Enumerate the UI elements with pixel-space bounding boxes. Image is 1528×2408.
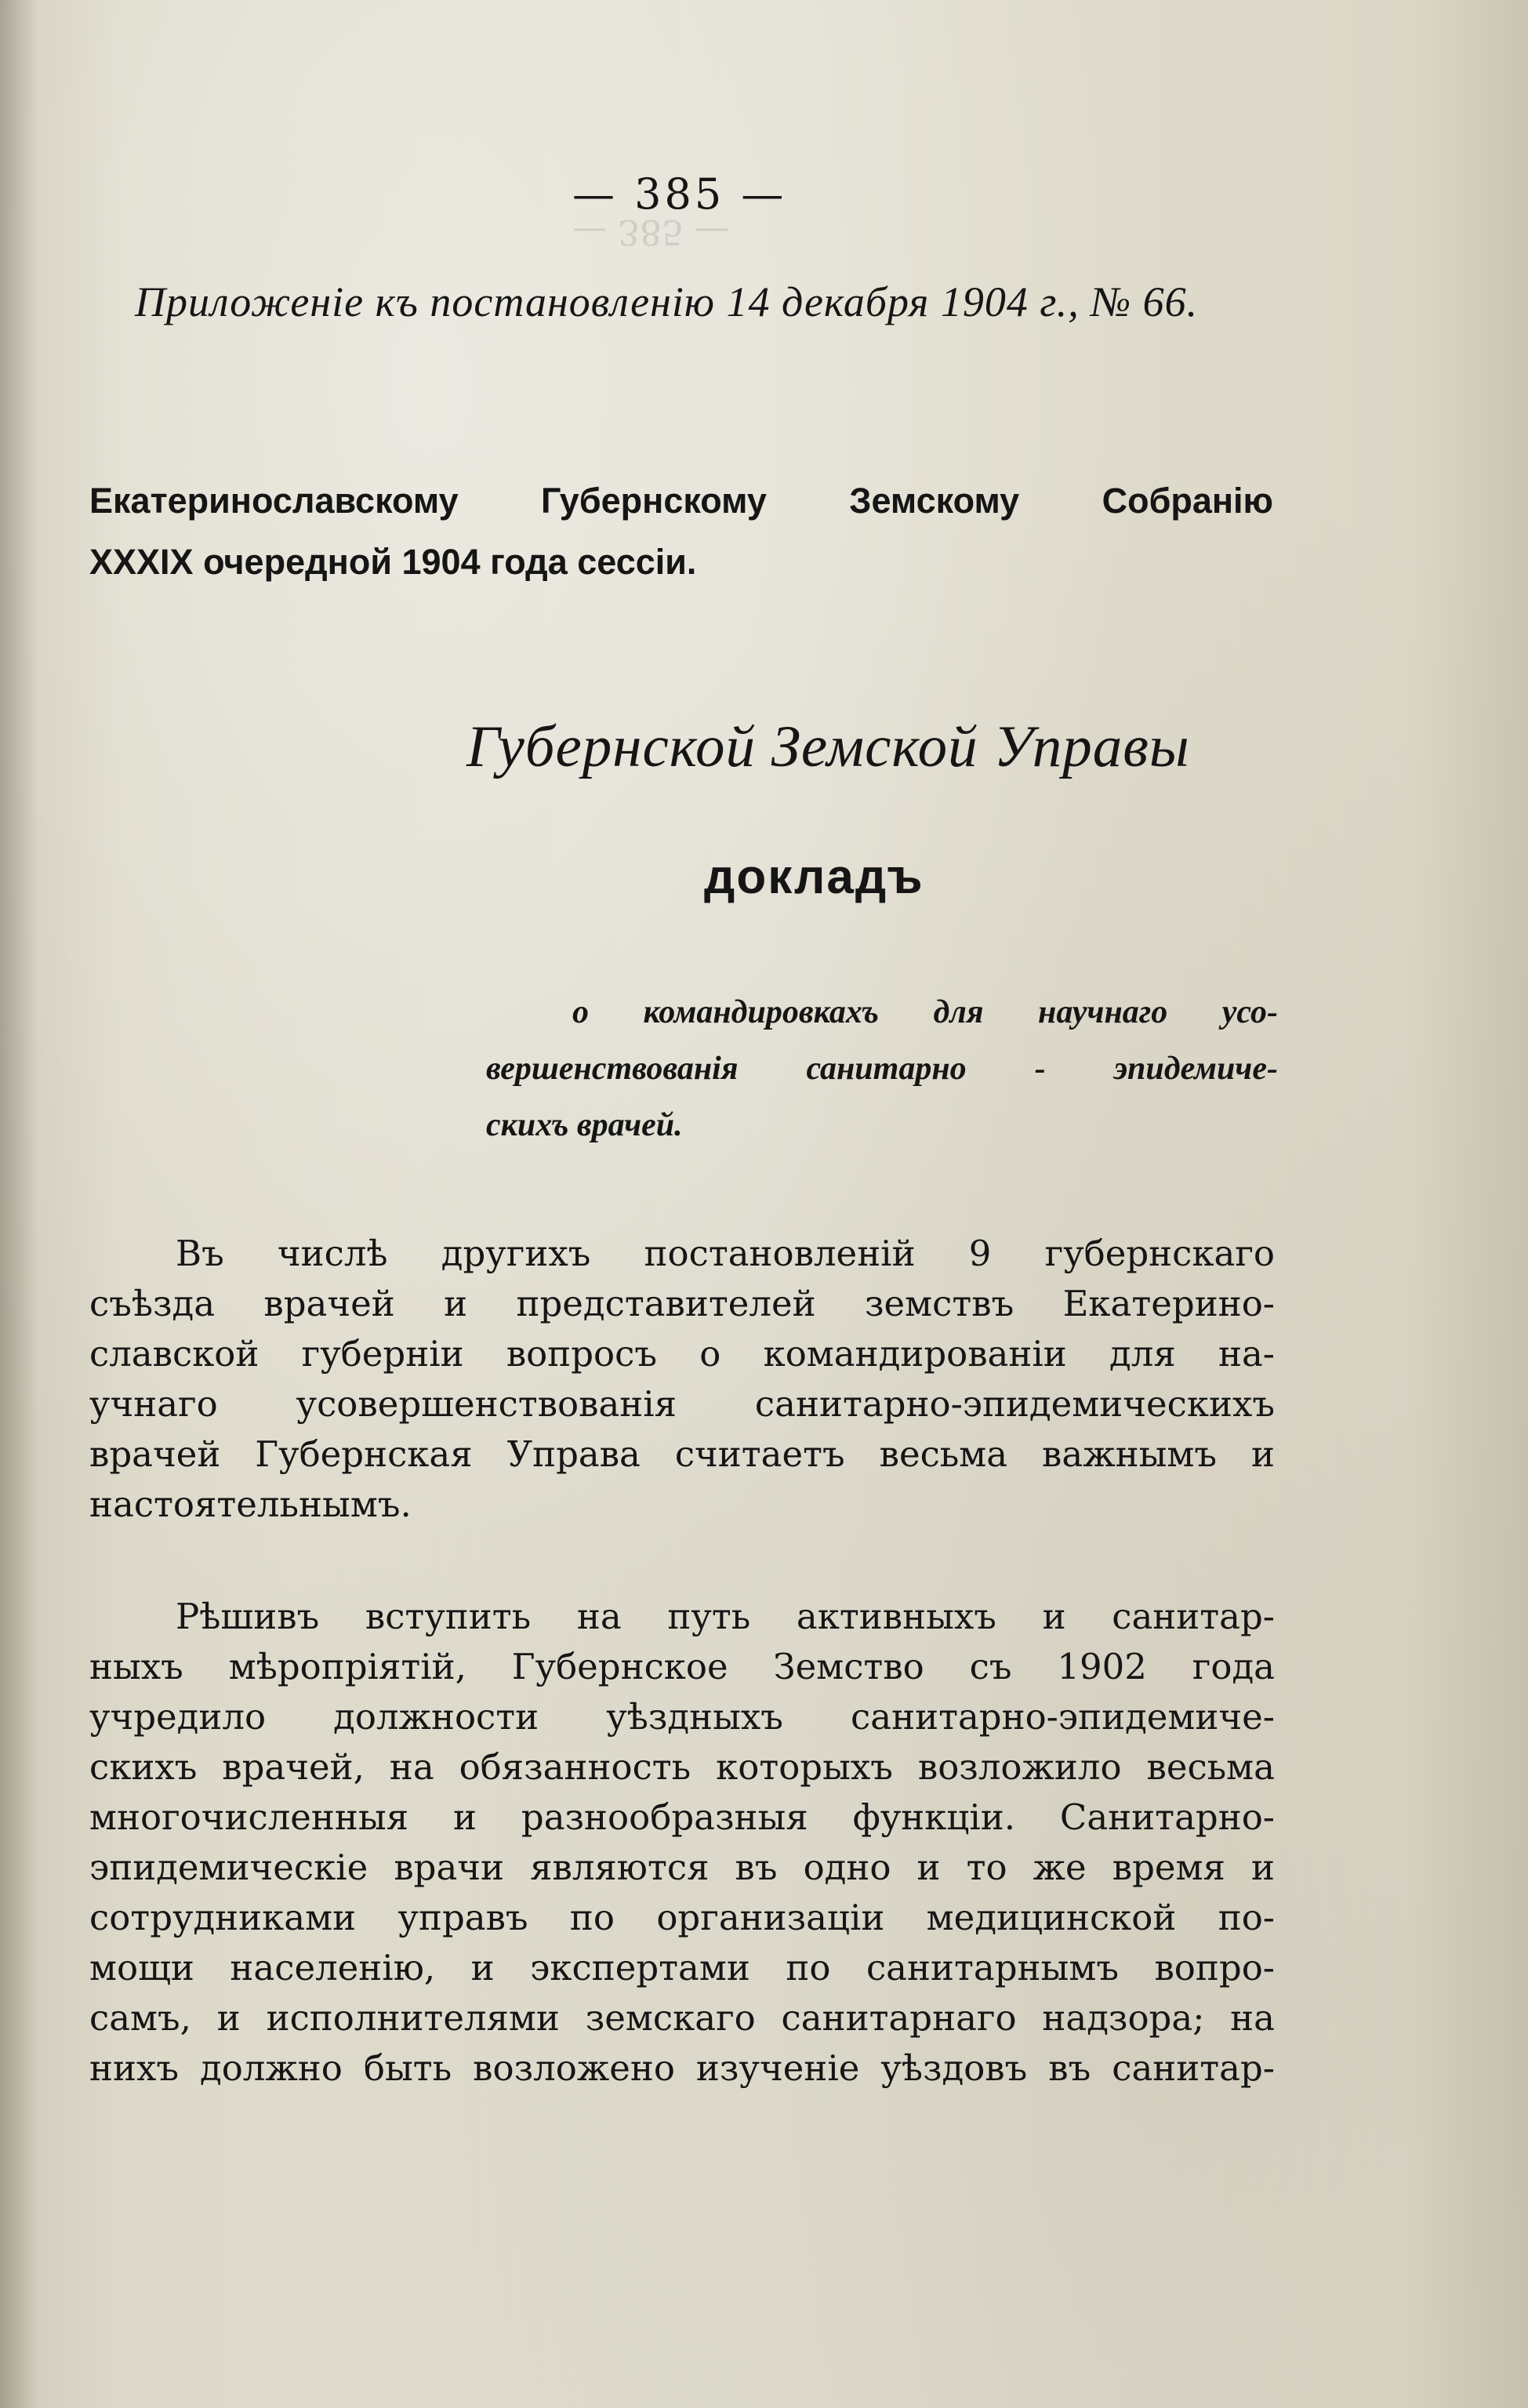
subject-line: о командировкахъ для научнаго усо-: [572, 994, 1278, 1030]
text-line: настоятельнымъ.: [89, 1484, 412, 1525]
text-line: врачей Губернская Управа считаетъ весьма важнымъ и: [89, 1433, 1275, 1475]
appendix-reference: Приложеніе къ постановленію 14 декабря 1904 г., № 66.: [135, 278, 1199, 325]
page-edge-shadow: [0, 0, 38, 2408]
text-line: учредило должности уѣздныхъ санитарно-эпидемиче-: [89, 1696, 1275, 1738]
issuing-authority: Губернской Земской Управы: [466, 714, 1190, 779]
addressee-line: Екатеринославскому Губернскому Земскому Собранію: [89, 481, 1273, 521]
text-line: самъ, и исполнителями земскаго санитарнаго надзора; на: [89, 1997, 1275, 2039]
paragraph-1: [89, 1229, 1275, 1530]
text-line: славской губерніи вопросъ о командированіи для на-: [89, 1333, 1275, 1375]
text-line: Въ числѣ другихъ постановленій 9 губернскаго: [176, 1233, 1275, 1274]
text-line: мощи населенію, и экспертами по санитарнымъ вопро-: [89, 1947, 1275, 1989]
text-line: нихъ должно быть возложено изученіе уѣздовъ въ санитар-: [89, 2047, 1275, 2089]
page-number: — 385 —: [572, 169, 787, 219]
addressee-heading: [89, 470, 1273, 593]
report-subject: [486, 984, 1278, 1153]
text-line: учнаго усовершенствованія санитарно-эпидемическихъ: [89, 1383, 1275, 1425]
report-title: докладъ: [704, 850, 924, 904]
text-line: Рѣшивъ вступить на путь активныхъ и санитар-: [176, 1596, 1275, 1637]
text-line: скихъ врачей, на обязанность которыхъ возложило весьма: [89, 1746, 1275, 1788]
text-line: многочисленныя и разнообразныя функціи. Санитарно-: [89, 1796, 1275, 1838]
text-line: съѣзда врачей и представителей земствъ Екатерино-: [89, 1283, 1275, 1324]
text-line: сотрудниками управъ по организаціи медицинской по-: [89, 1897, 1275, 1938]
addressee-line: XXXIX очередной 1904 года сессіи.: [89, 542, 697, 582]
subject-line: скихъ врачей.: [486, 1107, 683, 1143]
text-line: ныхъ мѣропріятій, Губернское Земство съ 1902 года: [89, 1646, 1275, 1687]
paragraph-2: [89, 1592, 1275, 2094]
show-through-page-number: — 385 —: [572, 212, 729, 252]
subject-line: вершенствованія санитарно - эпидемиче-: [486, 1051, 1278, 1087]
text-line: эпидемическіе врачи являются въ одно и то же время и: [89, 1847, 1275, 1888]
